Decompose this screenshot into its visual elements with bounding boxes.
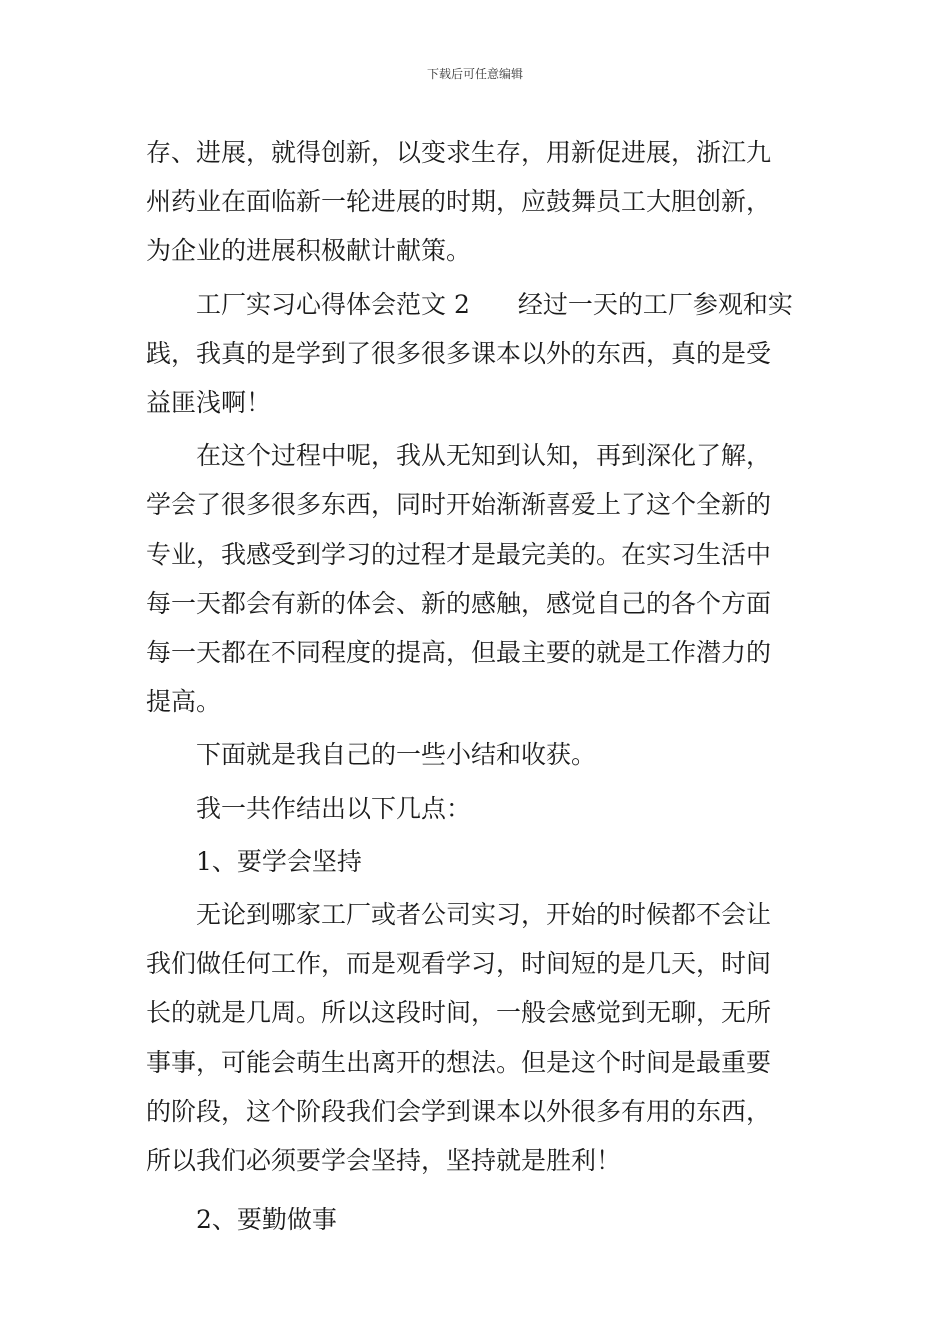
text-line: 益匪浅啊！ [146,388,272,418]
text-line [146,280,811,329]
text-line: 专业，我感受到学习的过程才是最完美的。在实习生活中 [146,539,772,569]
list-heading-2 [146,1195,811,1244]
text-line: 下面就是我自己的一些小结和收获。 [196,740,597,770]
paragraph-5 [146,784,811,833]
paragraph-4 [146,730,811,779]
text-line: 我们做任何工作，而是观看学习，时间短的是几天，时间 [146,949,772,979]
text-line: 我一共作结出以下几点： [196,793,472,823]
text-line: 为企业的进展积极献计献策。 [146,236,472,266]
text-line: 长的就是几周。所以这段时间，一般会感觉到无聊，无所 [146,998,772,1028]
document-body [146,128,811,1244]
text-line: 践，我真的是学到了很多很多课本以外的东西，真的是受 [146,338,772,368]
text-line: 无论到哪家工厂或者公司实习，开始的时候都不会让 [196,900,772,930]
section-title: 工厂实习心得体会范文 2 [196,289,470,319]
text-line: 事事，可能会萌生出离开的想法。但是这个时间是最重要 [146,1047,772,1077]
list-heading-1 [146,837,811,886]
text-line: 在这个过程中呢，我从无知到认知，再到深化了解， [196,441,772,471]
text-line: 所以我们必须要学会坚持，坚持就是胜利！ [146,1146,622,1176]
text-line: 的阶段，这个阶段我们会学到课本以外很多有用的东西， [146,1096,772,1126]
text-line: 州药业在面临新一轮进展的时期，应鼓舞员工大胆创新， [146,187,772,217]
text-line: 2、要勤做事 [196,1205,337,1235]
text-line: 提高。 [146,687,222,717]
text-line: 每一天都在不同程度的提高，但最主要的就是工作潜力的 [146,638,772,668]
paragraph-1 [146,128,811,276]
paragraph-2 [146,280,811,428]
text-line: 学会了很多很多东西，同时开始渐渐喜爱上了这个全新的 [146,490,772,520]
text-line: 1、要学会坚持 [196,846,362,876]
paragraph-lead: 经过一天的工厂参观和实 [517,289,793,319]
text-line: 存、进展，就得创新，以变求生存，用新促进展，浙江九 [146,138,772,167]
paragraph-7 [146,890,811,1185]
paragraph-3 [146,431,811,726]
page-header: 下载后可任意编辑 [426,67,523,81]
text-line: 每一天都会有新的体会、新的感触，感觉自己的各个方面 [146,588,772,618]
